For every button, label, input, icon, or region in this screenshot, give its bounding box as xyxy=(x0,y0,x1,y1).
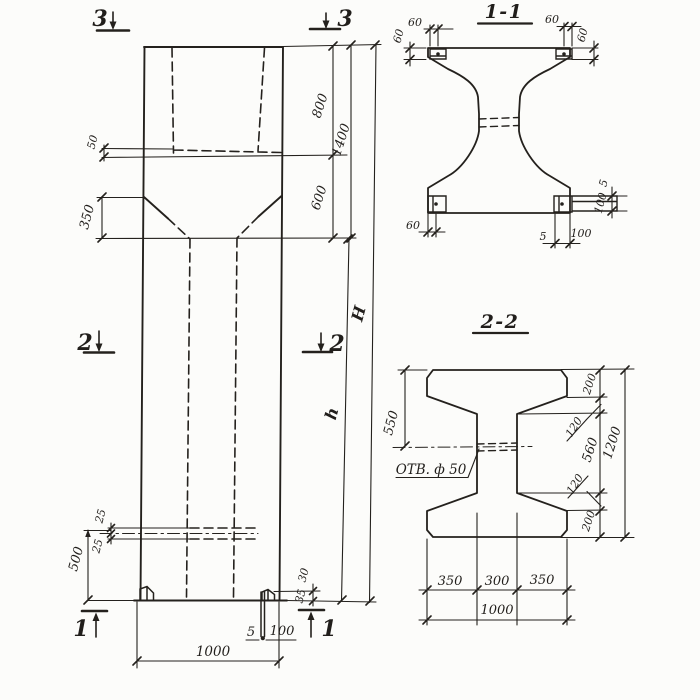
s22-dim-350-right: 350 xyxy=(529,573,555,588)
dim-H-label: H xyxy=(347,303,370,324)
s22-dim-1000: 1000 xyxy=(480,603,514,618)
s11-dim-60-top-left: 60 xyxy=(408,16,422,29)
s22-dim-1200: 1200 xyxy=(600,424,625,461)
column-outline xyxy=(134,47,287,601)
section-2-2-title: 2-2 xyxy=(480,311,520,333)
dim-25-bottom-label: 25 xyxy=(89,537,106,555)
section-1-1 xyxy=(404,23,627,249)
s22-hole-label: ОТВ. ф 50 xyxy=(395,462,467,478)
s22-dim-550: 550 xyxy=(381,409,403,438)
s11-dim-5-bottom: 5 xyxy=(539,230,547,243)
section-1-1-dimension-lines xyxy=(404,23,627,248)
plate-anchor-dot xyxy=(261,636,265,640)
dim-1400-label: 1400 xyxy=(329,121,354,158)
dim-25-top-label: 25 xyxy=(92,507,109,525)
dim-1000-label: 1000 xyxy=(195,644,231,660)
s22-dim-560: 560 xyxy=(579,435,602,465)
dim-600-label: 600 xyxy=(308,183,331,213)
s11-dim-60-bottom-left: 60 xyxy=(406,219,420,232)
section-1-1-title: 1-1 xyxy=(484,1,524,23)
s22-dim-120-top: 120 xyxy=(562,414,586,440)
dim-h-label: h xyxy=(321,405,343,422)
section-2-2-tick-marks xyxy=(401,366,629,624)
dim-30-label: 30 xyxy=(295,566,312,584)
section-marker-2-left: 2 xyxy=(77,330,93,356)
s11-dim-100-right: 100 xyxy=(591,191,610,215)
section-marker-3-left: 3 xyxy=(92,6,108,32)
s22-dim-350-left: 350 xyxy=(437,574,463,589)
column-hidden-edges xyxy=(168,48,281,597)
section-marker-3-right: 3 xyxy=(337,6,353,32)
s11-dim-60-right: 60 xyxy=(574,26,591,44)
section-1-1-hole-hidden-lines xyxy=(479,118,519,128)
section-2-2-outline xyxy=(427,370,567,537)
dim-50-label: 50 xyxy=(84,133,101,151)
s22-dim-120-bottom: 120 xyxy=(563,471,587,497)
s11-dim-100-bottom: 100 xyxy=(570,227,592,240)
dim-800-label: 800 xyxy=(309,91,332,121)
dim-100-label: 100 xyxy=(269,624,295,639)
section-arrowheads xyxy=(85,21,329,622)
dim-35-label: 35 xyxy=(292,587,309,605)
dim-500-label: 500 xyxy=(66,545,88,574)
dim-5-label: 5 xyxy=(246,625,256,640)
s22-dim-200-top: 200 xyxy=(580,371,600,396)
s22-dim-200-bottom: 200 xyxy=(579,508,599,533)
s22-dim-300: 300 xyxy=(484,574,510,589)
section-1-1-anchor-studs xyxy=(434,52,566,206)
section-marker-2-right: 2 xyxy=(329,331,345,357)
section-2-2-dimension-lines xyxy=(396,369,634,625)
section-1-1-outline xyxy=(428,48,570,213)
s11-dim-60-top-right: 60 xyxy=(545,13,559,26)
section-arrow-shafts xyxy=(96,12,326,637)
dim-350-label: 350 xyxy=(77,203,99,232)
section-2-2-hole-centerline xyxy=(393,447,532,448)
section-marker-1-left: 1 xyxy=(73,616,89,642)
section-marker-1-right: 1 xyxy=(321,616,337,642)
s11-dim-60-left: 60 xyxy=(390,27,407,45)
s11-dim-5-right: 5 xyxy=(596,178,611,189)
